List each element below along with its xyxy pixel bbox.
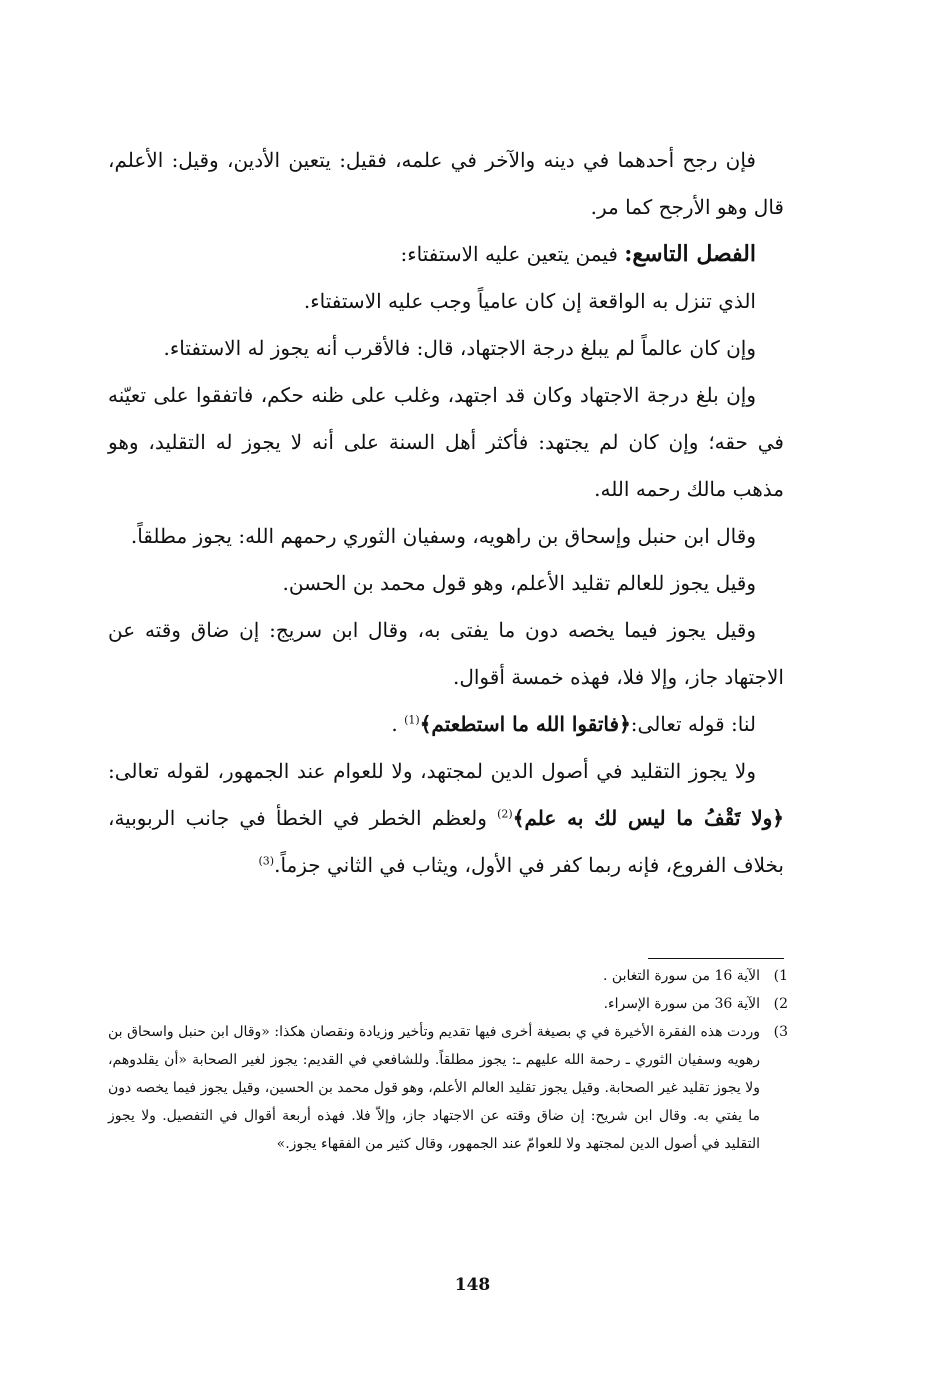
paragraph-8 xyxy=(108,701,784,748)
footnote-number: 2) xyxy=(773,996,788,1012)
paragraph-9-end: ولعظم الخطر في الخطأ في جانب الربوبية، بخلاف الفروع، فإنه ربما كفر في الأول، ويثاب في الثاني جزماً. xyxy=(108,806,784,877)
paragraph-1: فإن رجح أحدهما في دينه والآخر في علمه، فقيل: يتعين الأدين، وقيل: الأعلم، قال وهو الأرجح كما مر. xyxy=(108,148,784,219)
footnote-number: 1) xyxy=(773,968,788,984)
paragraph-6: وقيل يجوز للعالم تقليد الأعلم، وهو قول محمد بن الحسن. xyxy=(282,571,756,595)
footnote-ref-3: (3) xyxy=(258,854,275,868)
footnote-text: وردت هذه الفقرة الأخيرة في ي بصيغة أخرى فيها تقديم وتأخير وزيادة ونقصان هكذا: «وقال ابن حنبل واسحاق بن رهويه وسفيان الثوري ـ رحمة الله عليهم ـ: يجوز مطلقاً. وللشافعي في القديم: يجوز لغير الصحابة «أن يقلدوهم، ولا يجوز تقليد غير الصحابة. وقيل يجوز تقليد العالم الأعلم، وهو قول محمد بن الحسين، وقيل يجوز فيما يخصه دون ما يفتي به. وقال ابن شريح: إن ضاق وقته عن الاجتهاد جاز، وإلاّ فلا. فهذه أربعة أقوال في التفصيل. ولا يجوز التقليد في أصول الدين لمجتهد ولا للعوامّ عند الجمهور، وقال كثير من الفقهاء يجوز.» xyxy=(108,1024,760,1152)
footnotes xyxy=(108,962,788,1158)
quran-verse-2: ﴿ولا تَقْفُ ما ليس لك به علم﴾ xyxy=(512,806,785,830)
paragraph-4: وإن بلغ درجة الاجتهاد وكان قد اجتهد، وغلب على ظنه حكم، فاتفقوا على تعيّنه في حقه؛ وإن كان لم يجتهد: فأكثر أهل السنة على أنه لا يجوز له التقليد، وهو مذهب مالك رحمه الله. xyxy=(108,383,784,501)
section-heading-title: الفصل التاسع: xyxy=(624,241,756,267)
footnote-ref-2: (2) xyxy=(497,807,513,821)
quran-verse-1: ﴿فاتقوا الله ما استطعتم﴾ xyxy=(419,712,631,736)
paragraph-3: وإن كان عالماً لم يبلغ درجة الاجتهاد، قال: فالأقرب أنه يجوز له الاستفتاء. xyxy=(163,336,756,360)
section-heading-rest: فيمن يتعين عليه الاستفتاء: xyxy=(400,242,618,266)
paragraph-8-prefix: لنا: قوله تعالى: xyxy=(630,712,756,736)
section-heading xyxy=(108,231,784,278)
main-text xyxy=(108,137,784,889)
footnote-text: الآية 36 من سورة الإسراء. xyxy=(603,996,760,1012)
paragraph-7: وقيل يجوز فيما يخصه دون ما يفتى به، وقال ابن سريج: إن ضاق وقته عن الاجتهاد جاز، وإلا فلا، فهذه خمسة أقوال. xyxy=(108,618,784,689)
paragraph-8-end: . xyxy=(391,712,398,736)
paragraph-2: الذي تنزل به الواقعة إن كان عامياً وجب عليه الاستفتاء. xyxy=(303,289,756,313)
paragraph-9 xyxy=(108,748,784,889)
footnote-3 xyxy=(108,1018,788,1158)
paragraph-5: وقال ابن حنبل وإسحاق بن راهويه، وسفيان الثوري رحمهم الله: يجوز مطلقاً. xyxy=(130,524,756,548)
paragraph-9-start: ولا يجوز التقليد في أصول الدين لمجتهد، ولا للعوام عند الجمهور، لقوله تعالى: xyxy=(108,759,756,783)
footnote-text: الآية 16 من سورة التغابن . xyxy=(603,968,760,984)
footnote-ref-1: (1) xyxy=(404,713,420,727)
footnote-separator xyxy=(648,958,784,959)
page-number: 148 xyxy=(454,1275,491,1295)
footnote-1 xyxy=(108,962,788,990)
footnote-2 xyxy=(108,990,788,1018)
footnote-number: 3) xyxy=(773,1024,788,1040)
